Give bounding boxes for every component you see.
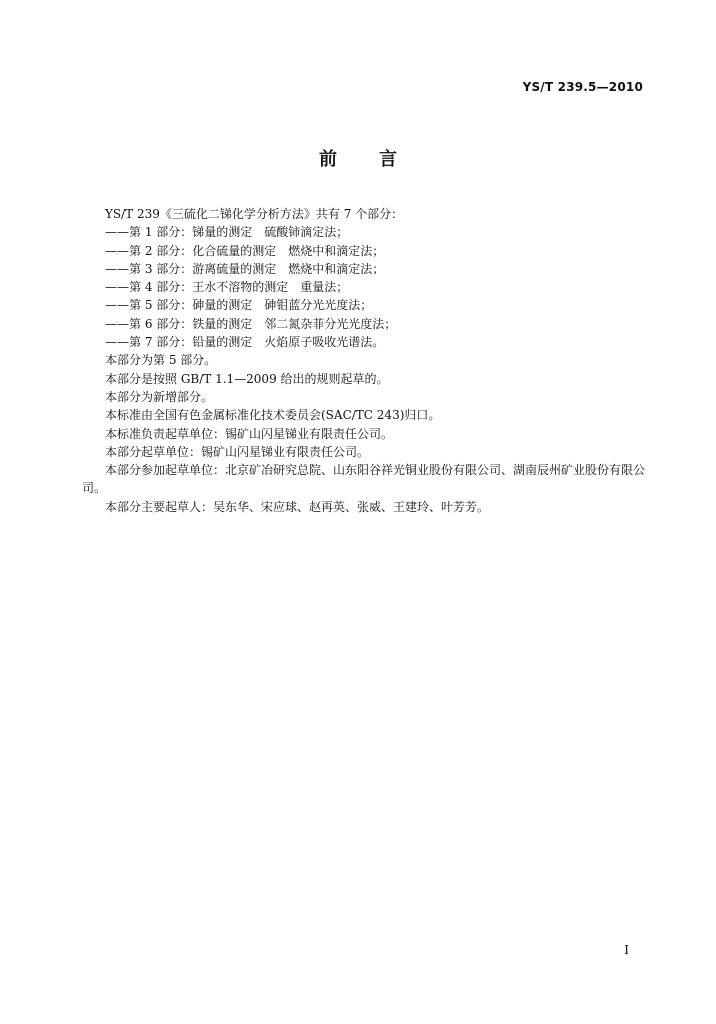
part-item bbox=[82, 278, 647, 296]
part-prefix: ——第 1 部分： bbox=[105, 225, 193, 240]
part-item bbox=[82, 242, 647, 260]
document-code: YS/T 239.5—2010 bbox=[522, 80, 643, 94]
part-name: 化合硫量的测定 bbox=[192, 243, 277, 258]
part-name: 锑量的测定 bbox=[192, 225, 253, 240]
part-prefix: ——第 2 部分： bbox=[105, 243, 193, 258]
part-method: 燃烧中和滴定法； bbox=[288, 261, 385, 276]
part-method: 砷钼蓝分光光度法； bbox=[264, 298, 373, 313]
part-method: 硫酸铈滴定法； bbox=[264, 225, 349, 240]
this-part-statement: 本部分为第 5 部分。 bbox=[105, 353, 217, 368]
new-part-statement: 本部分为新增部分。 bbox=[105, 389, 214, 404]
part-method: 火焰原子吸收光谱法。 bbox=[264, 335, 385, 350]
part-method: 邻二氮杂菲分光光度法； bbox=[264, 316, 397, 331]
part-item bbox=[82, 315, 647, 333]
part-prefix: ——第 4 部分： bbox=[105, 280, 193, 295]
part-name: 砷量的测定 bbox=[192, 298, 253, 313]
part-method: 重量法； bbox=[300, 280, 349, 295]
part-item bbox=[82, 223, 647, 241]
part-name: 铅量的测定 bbox=[192, 335, 253, 350]
page-number: I bbox=[624, 943, 629, 957]
part-method: 燃烧中和滴定法； bbox=[288, 243, 385, 258]
foreword-title-char-2: 言 bbox=[379, 149, 397, 170]
part-item bbox=[82, 260, 647, 278]
part-name: 游离硫量的测定 bbox=[192, 261, 277, 276]
drafters-statement: 本部分主要起草人：吴东华、宋应球、赵再英、张威、王建玲、叶芳芳。 bbox=[105, 499, 490, 514]
series-intro: YS/T 239《三硫化二锑化学分析方法》共有 7 个部分： bbox=[105, 207, 404, 221]
participating-units-statement: 本部分参加起草单位：北京矿冶研究总院、山东阳谷祥光铜业股份有限公司、湖南辰州矿业股份有限公司。 bbox=[82, 463, 646, 496]
foreword-body bbox=[82, 205, 647, 516]
part-prefix: ——第 7 部分： bbox=[105, 335, 193, 350]
foreword-title bbox=[0, 145, 716, 171]
part-name: 王水不溶物的测定 bbox=[192, 280, 289, 295]
part-item bbox=[82, 333, 647, 351]
responsible-unit-statement: 本标准负责起草单位：锡矿山闪星锑业有限责任公司。 bbox=[105, 426, 394, 441]
part-prefix: ——第 3 部分： bbox=[105, 261, 193, 276]
part-prefix: ——第 5 部分： bbox=[105, 298, 193, 313]
drafting-rules-statement: 本部分是按照 GB/T 1.1—2009 给出的规则起草的。 bbox=[105, 371, 389, 386]
part-prefix: ——第 6 部分： bbox=[105, 316, 193, 331]
drafting-unit-statement: 本部分起草单位：锡矿山闪星锑业有限责任公司。 bbox=[105, 444, 370, 459]
part-name: 铁量的测定 bbox=[192, 316, 253, 331]
foreword-title-char-1: 前 bbox=[319, 149, 337, 170]
part-item bbox=[82, 296, 647, 314]
committee-statement: 本标准由全国有色金属标准化技术委员会(SAC/TC 243)归口。 bbox=[105, 408, 441, 423]
